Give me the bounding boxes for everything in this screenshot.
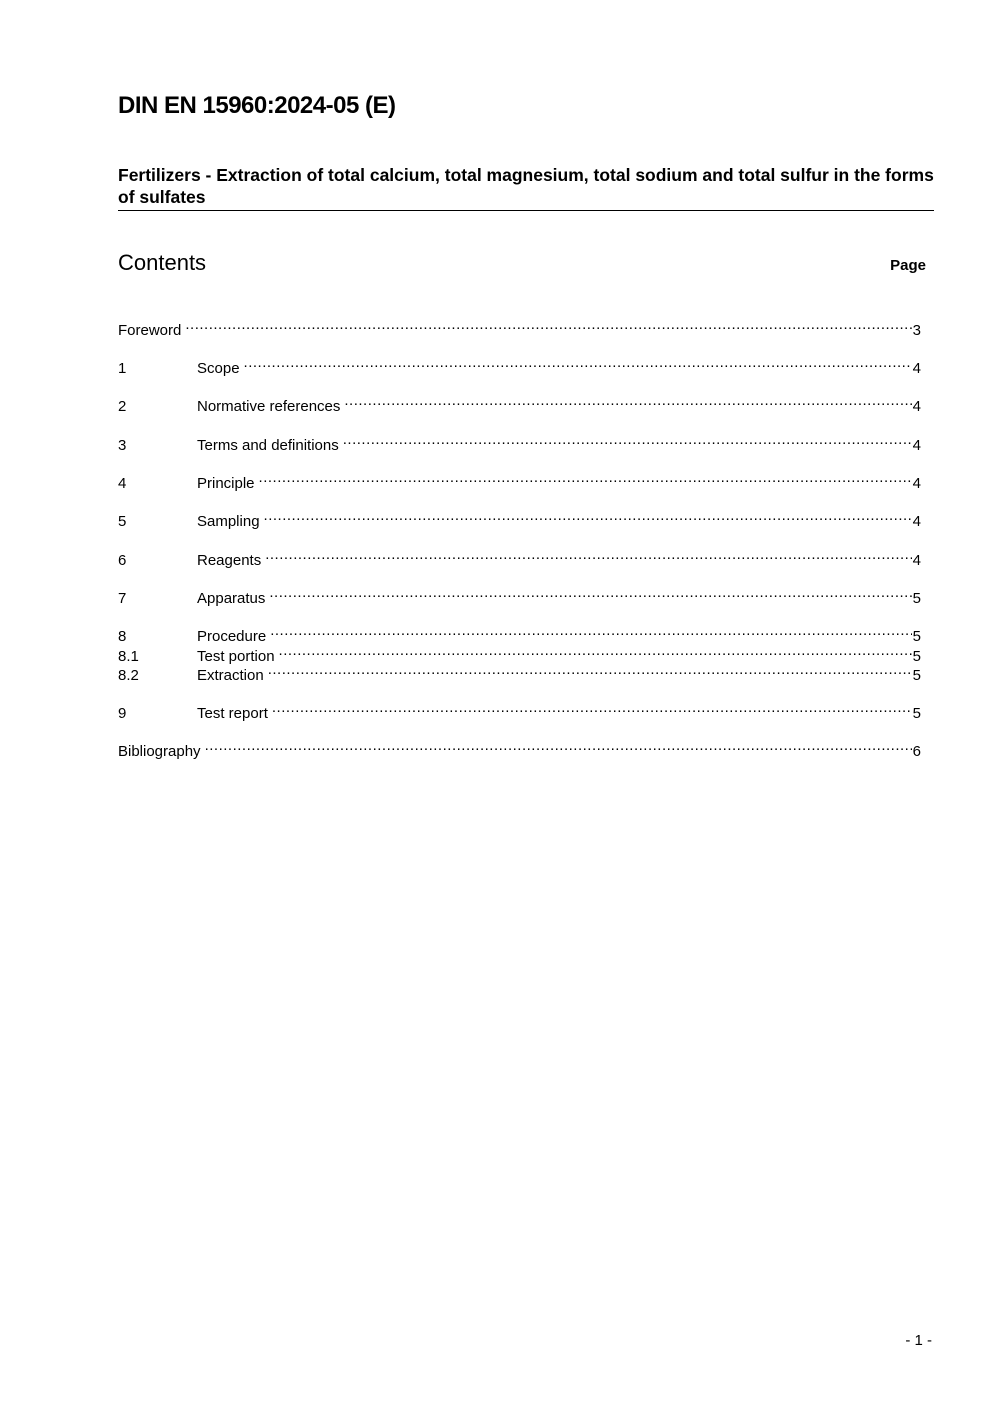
toc-entry-page: 4 xyxy=(912,360,921,377)
toc-entry-page: 5 xyxy=(912,648,921,665)
toc-entry-label: Test portion xyxy=(197,648,275,665)
toc-entry-sampling[interactable] xyxy=(118,506,921,530)
toc-entry-page: 5 xyxy=(912,590,921,607)
toc-entry-normative-references[interactable] xyxy=(118,391,921,415)
toc-entry-label: Procedure xyxy=(197,628,267,645)
toc-leader-dots xyxy=(269,583,911,603)
toc-entry-number: 1 xyxy=(118,360,127,377)
page-column-label: Page xyxy=(890,257,926,274)
toc-entry-label: Scope xyxy=(197,360,240,377)
toc-entry-label: Test report xyxy=(197,705,268,722)
toc-leader-dots xyxy=(205,736,912,756)
toc-entry-label: Reagents xyxy=(197,552,262,569)
toc-entry-label: Apparatus xyxy=(197,590,266,607)
toc-entry-label: Extraction xyxy=(197,667,264,684)
document-title: Fertilizers - Extraction of total calcium, total magnesium, total sodium and total sulfur in the forms of sulfates xyxy=(118,164,934,211)
toc-entry-number: 7 xyxy=(118,590,127,607)
toc-entry-label: Bibliography xyxy=(118,743,201,760)
toc-entry-number: 2 xyxy=(118,398,127,415)
toc-entry-label: Foreword xyxy=(118,322,182,339)
toc-leader-dots xyxy=(264,506,912,526)
toc-entry-page: 4 xyxy=(912,398,921,415)
toc-entry-number: 6 xyxy=(118,552,127,569)
toc-entry-test-report[interactable] xyxy=(118,698,921,722)
toc-entry-page: 4 xyxy=(912,552,921,569)
toc-entry-procedure[interactable] xyxy=(118,621,921,645)
toc-entry-page: 4 xyxy=(912,513,921,530)
toc-entry-scope[interactable] xyxy=(118,353,921,377)
toc-leader-dots xyxy=(272,698,912,718)
toc-leader-dots xyxy=(265,545,911,565)
toc-entry-label: Principle xyxy=(197,475,255,492)
toc-entry-principle[interactable] xyxy=(118,468,921,492)
toc-leader-dots xyxy=(185,315,911,335)
toc-entry-test-portion[interactable] xyxy=(118,641,921,665)
toc-entry-number: 8 xyxy=(118,628,127,645)
toc-entry-terms-and-definitions[interactable] xyxy=(118,430,921,454)
toc-entry-bibliography[interactable] xyxy=(118,736,921,760)
toc-leader-dots xyxy=(270,621,911,641)
contents-heading: Contents xyxy=(118,250,207,275)
toc-entry-number: 8.1 xyxy=(118,648,139,665)
document-id: DIN EN 15960:2024-05 (E) xyxy=(118,92,396,119)
toc-leader-dots xyxy=(244,353,912,373)
toc-entry-number: 9 xyxy=(118,705,127,722)
toc-entry-page: 5 xyxy=(912,667,921,684)
toc-leader-dots xyxy=(344,391,911,411)
page-number: - 1 - xyxy=(905,1332,932,1349)
toc-entry-page: 4 xyxy=(912,437,921,454)
toc-entry-number: 8.2 xyxy=(118,667,139,684)
toc-entry-label: Normative references xyxy=(197,398,341,415)
toc-entry-label: Terms and definitions xyxy=(197,437,339,454)
toc-entry-page: 4 xyxy=(912,475,921,492)
toc-leader-dots xyxy=(268,660,912,680)
toc-entry-page: 3 xyxy=(912,322,921,339)
toc-entry-reagents[interactable] xyxy=(118,545,921,569)
toc-entry-foreword[interactable] xyxy=(118,315,921,339)
toc-entry-page: 6 xyxy=(912,743,921,760)
toc-leader-dots xyxy=(279,641,912,661)
toc-entry-label: Sampling xyxy=(197,513,260,530)
toc-entry-number: 3 xyxy=(118,437,127,454)
toc-leader-dots xyxy=(259,468,912,488)
toc-leader-dots xyxy=(343,430,912,450)
toc-entry-number: 5 xyxy=(118,513,127,530)
toc-entry-apparatus[interactable] xyxy=(118,583,921,607)
toc-entry-extraction[interactable] xyxy=(118,660,921,684)
toc-entry-page: 5 xyxy=(912,628,921,645)
toc-entry-page: 5 xyxy=(912,705,921,722)
toc-entry-number: 4 xyxy=(118,475,127,492)
